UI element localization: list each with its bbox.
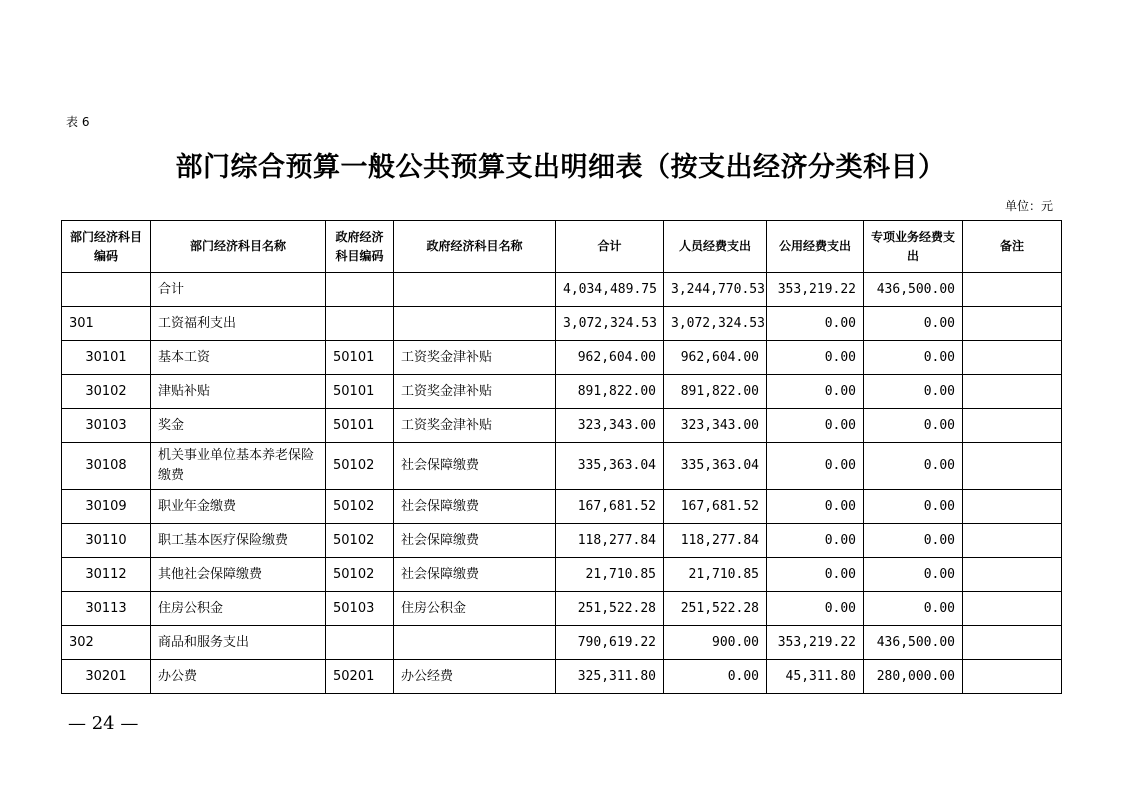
cell-public: 0.00 (767, 592, 864, 626)
table-row (62, 558, 1062, 592)
cell-dept-code: 30103 (62, 409, 151, 443)
cell-gov-name: 社会保障缴费 (394, 490, 556, 524)
unit-label: 单位：元 (1004, 199, 1053, 213)
cell-total: 21,710.85 (556, 558, 664, 592)
cell-personnel: 323,343.00 (664, 409, 767, 443)
table-row (62, 524, 1062, 558)
header-total: 合计 (556, 221, 664, 273)
cell-gov-name: 住房公积金 (394, 592, 556, 626)
cell-remark (963, 490, 1062, 524)
cell-remark (963, 558, 1062, 592)
cell-gov-name (394, 273, 556, 307)
cell-public: 0.00 (767, 341, 864, 375)
cell-dept-name: 合计 (151, 273, 326, 307)
cell-gov-name: 社会保障缴费 (394, 524, 556, 558)
cell-total: 325,311.80 (556, 660, 664, 694)
cell-dept-name: 商品和服务支出 (151, 626, 326, 660)
cell-special: 0.00 (864, 558, 963, 592)
cell-gov-name: 办公经费 (394, 660, 556, 694)
cell-special: 0.00 (864, 490, 963, 524)
cell-remark (963, 375, 1062, 409)
cell-public: 353,219.22 (767, 626, 864, 660)
cell-special: 0.00 (864, 341, 963, 375)
cell-gov-name: 工资奖金津补贴 (394, 409, 556, 443)
cell-total: 790,619.22 (556, 626, 664, 660)
cell-gov-code (326, 626, 394, 660)
cell-public: 0.00 (767, 443, 864, 490)
page-number: — 24 — (68, 713, 139, 734)
cell-dept-name: 机关事业单位基本养老保险缴费 (151, 443, 326, 490)
cell-dept-code (62, 273, 151, 307)
cell-total: 251,522.28 (556, 592, 664, 626)
cell-personnel: 891,822.00 (664, 375, 767, 409)
cell-remark (963, 524, 1062, 558)
document-title: 部门综合预算一般公共预算支出明细表（按支出经济分类科目） (175, 152, 946, 183)
cell-personnel: 251,522.28 (664, 592, 767, 626)
table-row (62, 626, 1062, 660)
cell-remark (963, 592, 1062, 626)
cell-personnel: 118,277.84 (664, 524, 767, 558)
table-row (62, 409, 1062, 443)
cell-special: 436,500.00 (864, 626, 963, 660)
cell-special: 0.00 (864, 307, 963, 341)
cell-gov-code: 50102 (326, 490, 394, 524)
cell-remark (963, 273, 1062, 307)
cell-dept-code: 301 (62, 307, 151, 341)
cell-personnel: 0.00 (664, 660, 767, 694)
cell-dept-name: 办公费 (151, 660, 326, 694)
cell-personnel: 962,604.00 (664, 341, 767, 375)
cell-dept-code: 30109 (62, 490, 151, 524)
header-dept-code: 部门经济科目编码 (62, 221, 151, 273)
cell-gov-code: 50201 (326, 660, 394, 694)
cell-total: 167,681.52 (556, 490, 664, 524)
table-number-label: 表 6 (66, 115, 90, 129)
header-personnel: 人员经费支出 (664, 221, 767, 273)
cell-personnel: 900.00 (664, 626, 767, 660)
header-special: 专项业务经费支出 (864, 221, 963, 273)
cell-remark (963, 660, 1062, 694)
table-row (62, 592, 1062, 626)
cell-remark (963, 626, 1062, 660)
cell-dept-name: 津贴补贴 (151, 375, 326, 409)
header-dept-name: 部门经济科目名称 (151, 221, 326, 273)
cell-dept-name: 奖金 (151, 409, 326, 443)
header-gov-name: 政府经济科目名称 (394, 221, 556, 273)
cell-public: 0.00 (767, 558, 864, 592)
cell-public: 0.00 (767, 490, 864, 524)
cell-dept-code: 30102 (62, 375, 151, 409)
cell-remark (963, 341, 1062, 375)
cell-gov-code: 50101 (326, 341, 394, 375)
cell-gov-name: 社会保障缴费 (394, 558, 556, 592)
header-gov-code: 政府经济科目编码 (326, 221, 394, 273)
cell-public: 45,311.80 (767, 660, 864, 694)
cell-personnel: 167,681.52 (664, 490, 767, 524)
cell-remark (963, 307, 1062, 341)
cell-personnel: 3,072,324.53 (664, 307, 767, 341)
cell-gov-code: 50102 (326, 558, 394, 592)
header-remark: 备注 (963, 221, 1062, 273)
cell-remark (963, 443, 1062, 490)
cell-total: 335,363.04 (556, 443, 664, 490)
cell-special: 436,500.00 (864, 273, 963, 307)
table-body (62, 273, 1062, 694)
cell-total: 891,822.00 (556, 375, 664, 409)
header-public: 公用经费支出 (767, 221, 864, 273)
cell-gov-code: 50102 (326, 443, 394, 490)
cell-gov-name: 工资奖金津补贴 (394, 341, 556, 375)
table-row (62, 341, 1062, 375)
cell-dept-code: 30110 (62, 524, 151, 558)
cell-public: 0.00 (767, 375, 864, 409)
table-row (62, 660, 1062, 694)
cell-dept-name: 职工基本医疗保险缴费 (151, 524, 326, 558)
cell-total: 118,277.84 (556, 524, 664, 558)
table-row (62, 307, 1062, 341)
cell-dept-code: 30113 (62, 592, 151, 626)
cell-total: 323,343.00 (556, 409, 664, 443)
cell-gov-code: 50102 (326, 524, 394, 558)
cell-special: 0.00 (864, 375, 963, 409)
cell-total: 962,604.00 (556, 341, 664, 375)
cell-gov-name (394, 307, 556, 341)
table-row (62, 375, 1062, 409)
cell-total: 3,072,324.53 (556, 307, 664, 341)
cell-dept-code: 302 (62, 626, 151, 660)
cell-dept-name: 住房公积金 (151, 592, 326, 626)
cell-personnel: 3,244,770.53 (664, 273, 767, 307)
cell-dept-code: 30201 (62, 660, 151, 694)
cell-special: 280,000.00 (864, 660, 963, 694)
cell-gov-code (326, 273, 394, 307)
cell-dept-code: 30112 (62, 558, 151, 592)
budget-detail-table (61, 220, 1062, 694)
cell-dept-name: 工资福利支出 (151, 307, 326, 341)
cell-total: 4,034,489.75 (556, 273, 664, 307)
cell-personnel: 21,710.85 (664, 558, 767, 592)
cell-dept-name: 职业年金缴费 (151, 490, 326, 524)
table-header-row (62, 221, 1062, 273)
cell-gov-name: 社会保障缴费 (394, 443, 556, 490)
cell-personnel: 335,363.04 (664, 443, 767, 490)
cell-gov-code: 50101 (326, 375, 394, 409)
cell-public: 0.00 (767, 409, 864, 443)
cell-public: 353,219.22 (767, 273, 864, 307)
cell-special: 0.00 (864, 524, 963, 558)
cell-gov-name: 工资奖金津补贴 (394, 375, 556, 409)
cell-gov-name (394, 626, 556, 660)
cell-public: 0.00 (767, 307, 864, 341)
cell-dept-name: 基本工资 (151, 341, 326, 375)
cell-special: 0.00 (864, 443, 963, 490)
cell-special: 0.00 (864, 592, 963, 626)
cell-special: 0.00 (864, 409, 963, 443)
cell-gov-code: 50103 (326, 592, 394, 626)
table-row (62, 273, 1062, 307)
cell-remark (963, 409, 1062, 443)
cell-dept-name: 其他社会保障缴费 (151, 558, 326, 592)
cell-gov-code: 50101 (326, 409, 394, 443)
table-row (62, 490, 1062, 524)
cell-public: 0.00 (767, 524, 864, 558)
cell-gov-code (326, 307, 394, 341)
cell-dept-code: 30101 (62, 341, 151, 375)
cell-dept-code: 30108 (62, 443, 151, 490)
table-row (62, 443, 1062, 490)
